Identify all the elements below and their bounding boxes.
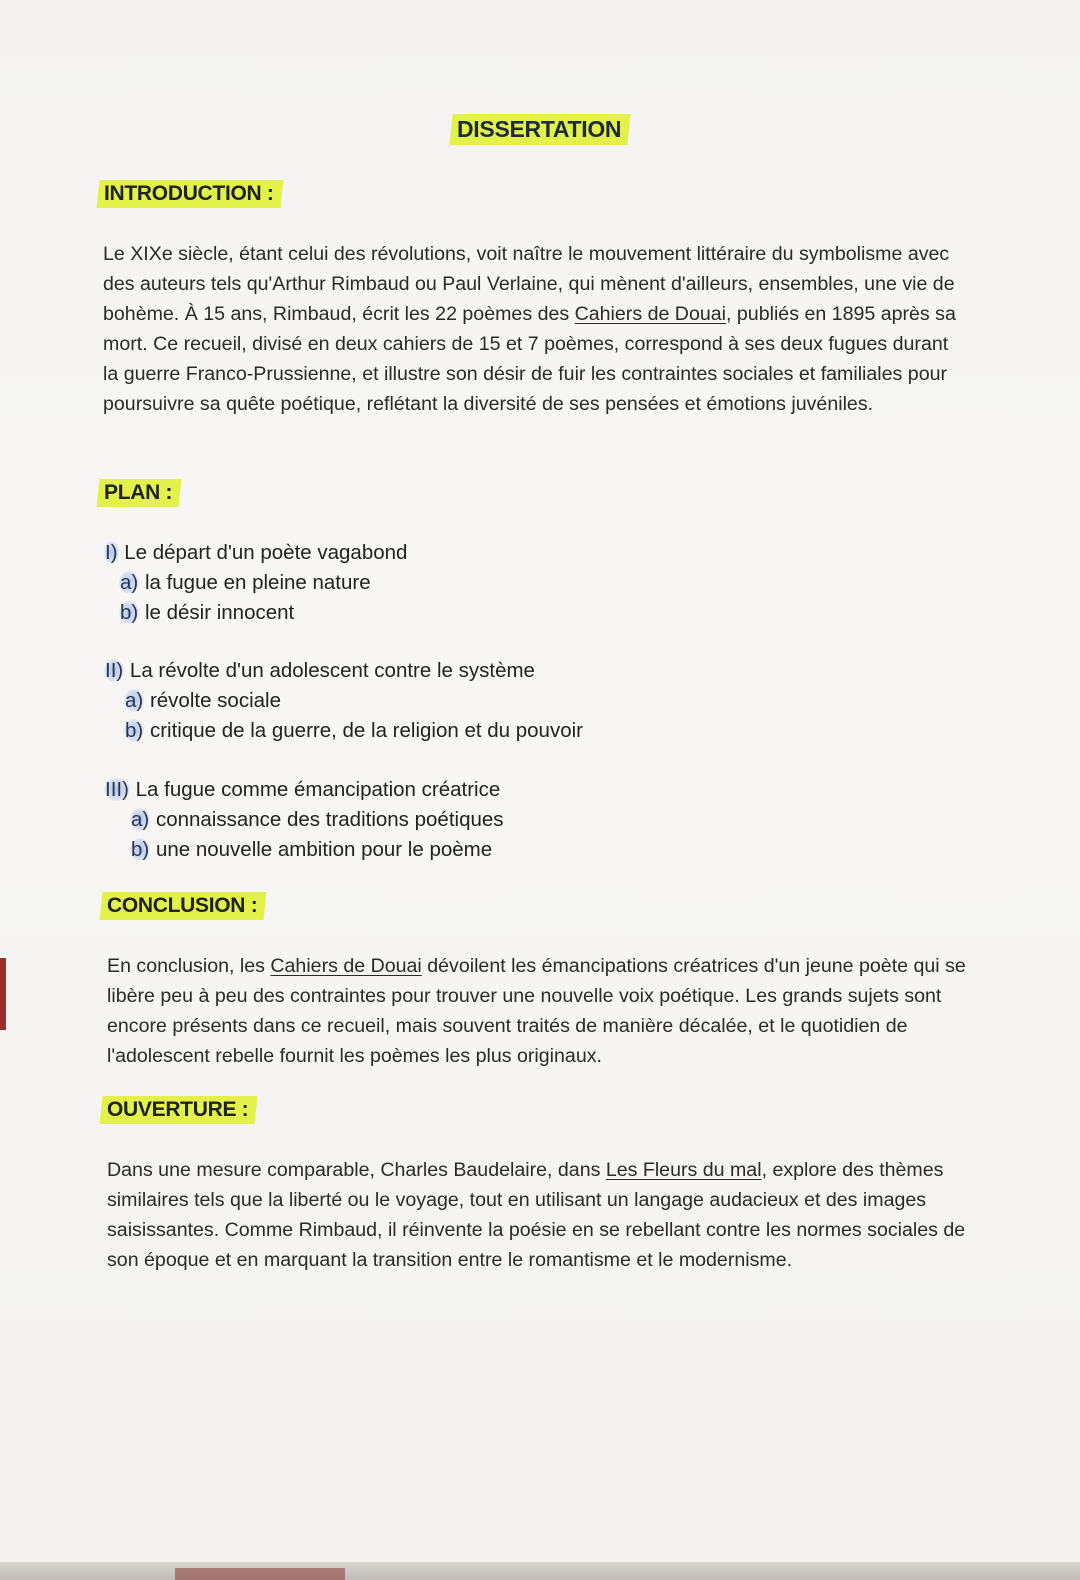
- bottom-edge-mark: [175, 1568, 345, 1580]
- introduction-heading: INTRODUCTION :: [98, 180, 282, 208]
- plan-part-1: I) Le départ d'un poète vagabond a) la fugue en pleine nature b) le désir innocent: [105, 541, 408, 624]
- plan-part-title: Le départ d'un poète vagabond: [124, 541, 408, 564]
- conclusion-paragraph: En conclusion, les Cahiers de Douai dévoilent les émancipations créatrices d'un jeune poète qui se libère peu à peu des contraintes pour trouver une nouvelle voix poétique. Les grands sujets sont encore présents dans ce recueil, mais souvent traités de manière décalée, et le quotidien de l'adolescent rebelle fournit les poèmes les plus originaux.: [107, 955, 966, 1067]
- plan-sub-item: connaissance des traditions poétiques: [155, 808, 504, 831]
- plan-sub-item: révolte sociale: [149, 689, 281, 712]
- plan-part-title: La fugue comme émancipation créatrice: [135, 778, 501, 801]
- work-title-cahiers-de-douai: Cahiers de Douai: [270, 955, 422, 977]
- plan-sub-item: une nouvelle ambition pour le poème: [155, 838, 493, 861]
- conclusion-heading: CONCLUSION :: [101, 892, 265, 920]
- plan-part-3: III) La fugue comme émancipation créatrice a) connaissance des traditions poétiques b) une nouvelle ambition pour le poème: [105, 778, 504, 861]
- page-bottom-edge: [0, 1562, 1080, 1580]
- ouverture-paragraph: Dans une mesure comparable, Charles Baudelaire, dans Les Fleurs du mal, explore des thèmes similaires tels que la liberté ou le voyage, tout en utilisant un langage audacieux et des images saisissantes. Comme Rimbaud, il réinvente la poésie en se rebellant contre les normes sociales de son époque et en marquant la transition entre le romantisme et le modernisme.: [107, 1159, 966, 1271]
- plan-heading: PLAN :: [98, 479, 180, 507]
- work-title-les-fleurs-du-mal: Les Fleurs du mal: [605, 1159, 762, 1181]
- binder-tab-mark: [0, 958, 6, 1030]
- plan-part-number: I): [105, 541, 118, 564]
- introduction-paragraph: Le XIXe siècle, étant celui des révolutions, voit naître le mouvement littéraire du symbolisme avec des auteurs tels qu'Arthur Rimbaud ou Paul Verlaine, qui mènent d'ailleurs, ensembles, une vie de bohème. À 15 ans, Rimbaud, écrit les 22 poèmes des Cahiers de Douai, publiés en 1895 après sa mort. Ce recueil, divisé en deux cahiers de 15 et 7 poèmes, correspond à ses deux fugues durant la guerre Franco-Prussienne, et illustre son désir de fuir les contraintes sociales et familiales pour poursuivre sa quête poétique, reflétant la diversité de ses pensées et émotions juvéniles.: [103, 243, 956, 415]
- plan-part-number: III): [105, 778, 129, 801]
- plan-part-title: La révolte d'un adolescent contre le système: [129, 659, 535, 682]
- work-title-cahiers-de-douai: Cahiers de Douai: [574, 303, 727, 325]
- document-title: DISSERTATION: [0, 114, 1080, 145]
- plan-sub-item: le désir innocent: [144, 601, 295, 624]
- plan-part-2: II) La révolte d'un adolescent contre le système a) révolte sociale b) critique de la guerre, de la religion et du pouvoir: [105, 659, 583, 742]
- plan-sub-item: critique de la guerre, de la religion et du pouvoir: [149, 719, 583, 742]
- plan-sub-item: la fugue en pleine nature: [144, 571, 371, 594]
- plan-part-number: II): [105, 659, 124, 682]
- ouverture-heading: OUVERTURE :: [101, 1096, 256, 1124]
